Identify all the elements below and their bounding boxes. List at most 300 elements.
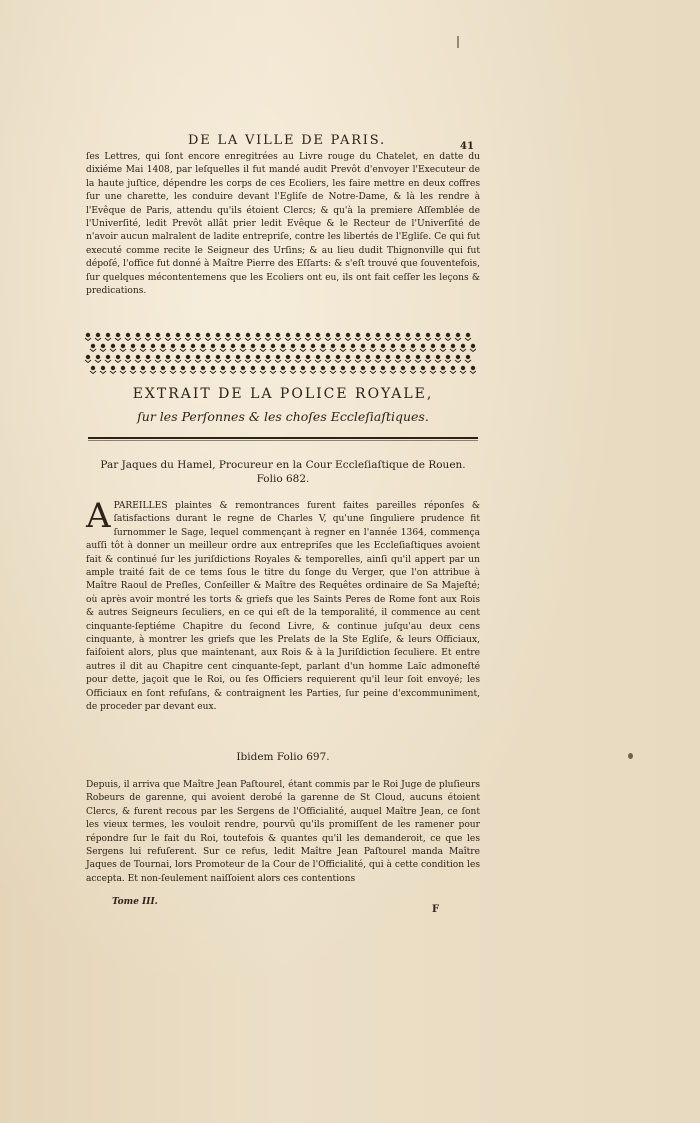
fleuron-dot [261, 366, 265, 370]
fleuron-dot [401, 366, 405, 370]
fleuron-leaf [110, 371, 116, 374]
fleuron-dot [191, 366, 195, 370]
fleuron-leaf [435, 360, 441, 363]
fleuron-leaf [470, 349, 476, 352]
fleuron-dot [216, 355, 220, 359]
fleuron-dot [461, 366, 465, 370]
fleuron-dot [271, 366, 275, 370]
fleuron-leaf [285, 338, 291, 341]
fleuron-leaf [390, 349, 396, 352]
fleuron-leaf [315, 360, 321, 363]
fleuron-leaf [340, 349, 346, 352]
fleuron-leaf [195, 338, 201, 341]
fleuron-dot [436, 333, 440, 337]
fleuron-dot [451, 366, 455, 370]
fleuron-dot [181, 344, 185, 348]
fleuron-dot [361, 366, 365, 370]
fleuron-leaf [145, 360, 151, 363]
fleuron-dot [281, 344, 285, 348]
fleuron-leaf [310, 371, 316, 374]
fleuron-dot [446, 333, 450, 337]
fleuron-dot [441, 344, 445, 348]
fleuron-leaf [425, 360, 431, 363]
fleuron-dot [341, 344, 345, 348]
fleuron-leaf [390, 371, 396, 374]
fleuron-dot [251, 344, 255, 348]
fleuron-leaf [320, 349, 326, 352]
fleuron-leaf [185, 360, 191, 363]
fleuron-leaf [240, 371, 246, 374]
fleuron-dot [141, 344, 145, 348]
fleuron-leaf [170, 371, 176, 374]
fleuron-dot [256, 333, 260, 337]
fleuron-dot [96, 355, 100, 359]
fleuron-dot [336, 355, 340, 359]
fleuron-leaf [420, 349, 426, 352]
fleuron-leaf [370, 371, 376, 374]
fleuron-leaf [125, 360, 131, 363]
fleuron-leaf [445, 338, 451, 341]
fleuron-leaf [305, 360, 311, 363]
fleuron-leaf [195, 360, 201, 363]
fleuron-leaf [365, 338, 371, 341]
fleuron-leaf [420, 371, 426, 374]
fleuron-leaf [255, 360, 261, 363]
fleuron-leaf [240, 349, 246, 352]
fleuron-dot [276, 333, 280, 337]
fleuron-leaf [245, 338, 251, 341]
fleuron-leaf [165, 338, 171, 341]
source-citation: Par Jaques du Hamel, Procureur en la Cour Eccleſiaſtique de Rouen. [100, 459, 466, 471]
fleuron-dot [376, 355, 380, 359]
fleuron-leaf [335, 338, 341, 341]
fleuron-dot [401, 344, 405, 348]
fleuron-leaf [190, 349, 196, 352]
fleuron-leaf [280, 371, 286, 374]
fleuron-leaf [250, 349, 256, 352]
fleuron-dot [326, 355, 330, 359]
fleuron-dot [406, 355, 410, 359]
page-number: 41 [460, 141, 474, 152]
fleuron-dot [151, 366, 155, 370]
fleuron-leaf [180, 371, 186, 374]
fleuron-dot [226, 355, 230, 359]
fleuron-leaf [105, 360, 111, 363]
fleuron-dot [411, 344, 415, 348]
fleuron-dot [186, 333, 190, 337]
fleuron-leaf [145, 338, 151, 341]
fleuron-dot [356, 355, 360, 359]
fleuron-leaf [220, 349, 226, 352]
fleuron-dot [456, 355, 460, 359]
fleuron-dot [341, 366, 345, 370]
fleuron-dot [286, 333, 290, 337]
fleuron-dot [446, 355, 450, 359]
section-title: EXTRAIT DE LA POLICE ROYALE, [132, 386, 434, 402]
fleuron-dot [296, 355, 300, 359]
fleuron-dot [196, 333, 200, 337]
fleuron-leaf [275, 338, 281, 341]
fleuron-dot [321, 344, 325, 348]
fleuron-leaf [85, 338, 91, 341]
fleuron-leaf [140, 371, 146, 374]
fleuron-leaf [415, 338, 421, 341]
fleuron-leaf [155, 338, 161, 341]
fleuron-dot [166, 355, 170, 359]
fleuron-leaf [85, 360, 91, 363]
fleuron-leaf [440, 371, 446, 374]
fleuron-leaf [335, 360, 341, 363]
fleuron-dot [136, 355, 140, 359]
fleuron-leaf [410, 349, 416, 352]
fleuron-dot [251, 366, 255, 370]
source-folio: Folio 682. [256, 473, 310, 485]
fleuron-dot [111, 366, 115, 370]
fleuron-leaf [410, 371, 416, 374]
fleuron-dot [231, 344, 235, 348]
fleuron-dot [466, 355, 470, 359]
fleuron-dot [126, 355, 130, 359]
fleuron-dot [216, 333, 220, 337]
fleuron-dot [416, 355, 420, 359]
fleuron-dot [316, 355, 320, 359]
fleuron-leaf [450, 371, 456, 374]
fleuron-leaf [345, 338, 351, 341]
fleuron-dot [261, 344, 265, 348]
fleuron-leaf [465, 360, 471, 363]
fleuron-dot [101, 344, 105, 348]
section-subtitle: ſur les Perſonnes & les choſes Eccleſiaſtiques. [137, 409, 429, 424]
fleuron-leaf [180, 349, 186, 352]
fleuron-dot [241, 344, 245, 348]
fleuron-leaf [465, 338, 471, 341]
paragraph-main-text: PAREILLES plaintes & remontrances furent faites pareilles réponſes & ſatisfactions durant le regne de Charles V, qu'une ſinguliere prudence fit ſurnommer le Sage, lequel commençant à regner en l'année 1364, commença auſſi tôt à donner un meilleur ordre aux entrepriſes que les Eccleſiaſtiques avoient fait & continué ſur les juriſdictions Royales & temporelles, ainſi qu'il appert par un ample traité fait de ce tems ſous le titre du ſonge du Verger, que l'on attribue à Maître Raoul de Preſles, Conſeiller & Maître des Requêtes ordinaire de Sa Majeſté; où après avoir montré les torts & griefs que les Saints Peres de Rome font aux Rois & autres Seigneurs ſeculiers, en ce qui eſt de la temporalité, il commence au cent cinquante-ſeptiéme Chapitre du ſecond Livre, & continue juſqu'au deux cens cinquante, à montrer les griefs que les Prelats de la Ste Egliſe, & leurs Officiaux, faiſoient alors, plus que maintenant, aux Rois & à la Juriſdiction ſeculiere. Et entre autres il dit au Chapitre cent cinquante-ſept, parlant d'un homme Laïc admoneſté pour dette, jaçoit que le Roi, ou ſes Officiers requierent qu'il leur ſoit envoyé; les Officiaux en ſont refuſans, & contraignent les Parties, ſur peine d'excommuniment, de proceder par devant eux. [86, 501, 480, 713]
fleuron-dot [386, 333, 390, 337]
fleuron-leaf [230, 371, 236, 374]
fleuron-leaf [100, 349, 106, 352]
fleuron-dot [161, 366, 165, 370]
fleuron-dot [436, 355, 440, 359]
fleuron-dot [221, 366, 225, 370]
fleuron-dot [351, 366, 355, 370]
fleuron-leaf [425, 338, 431, 341]
fleuron-dot [91, 344, 95, 348]
fleuron-dot [291, 344, 295, 348]
tome-label: Tome III. [112, 897, 158, 907]
fleuron-dot [131, 344, 135, 348]
fleuron-dot [311, 366, 315, 370]
fleuron-leaf [310, 349, 316, 352]
fleuron-dot [266, 333, 270, 337]
fleuron-dot [346, 333, 350, 337]
fleuron-leaf [280, 349, 286, 352]
fleuron-dot [86, 333, 90, 337]
fleuron-dot [276, 355, 280, 359]
fleuron-leaf [255, 338, 261, 341]
fleuron-dot [221, 344, 225, 348]
fleuron-dot [176, 333, 180, 337]
fleuron-leaf [285, 360, 291, 363]
fleuron-leaf [395, 360, 401, 363]
fleuron-leaf [400, 349, 406, 352]
fleuron-leaf [300, 349, 306, 352]
ibidem-citation: Ibidem Folio 697. [236, 751, 330, 763]
fleuron-leaf [165, 360, 171, 363]
fleuron-dot [426, 333, 430, 337]
fleuron-leaf [125, 338, 131, 341]
fleuron-dot [431, 366, 435, 370]
fleuron-dot [171, 344, 175, 348]
fleuron-dot [206, 333, 210, 337]
fleuron-leaf [460, 349, 466, 352]
page-mark [457, 36, 459, 48]
fleuron-dot [211, 344, 215, 348]
fleuron-leaf [380, 349, 386, 352]
fleuron-leaf [170, 349, 176, 352]
ink-spot [628, 753, 633, 759]
fleuron-leaf [200, 371, 206, 374]
fleuron-leaf [250, 371, 256, 374]
fleuron-leaf [460, 371, 466, 374]
fleuron-leaf [210, 371, 216, 374]
fleuron-dot [331, 344, 335, 348]
fleuron-dot [296, 333, 300, 337]
divider-rule-thin [88, 440, 478, 441]
fleuron-dot [151, 344, 155, 348]
fleuron-leaf [320, 371, 326, 374]
fleuron-leaf [270, 349, 276, 352]
fleuron-leaf [405, 360, 411, 363]
fleuron-dot [241, 366, 245, 370]
fleuron-dot [146, 355, 150, 359]
fleuron-leaf [375, 338, 381, 341]
paragraph-continuation: ſes Lettres, qui ſont encore enregitrées au Livre rouge du Chatelet, en datte du dixiéme Mai 1408, par leſquelles il fut mandé audit Prevôt d'envoyer l'Executeur de la haute juſtice, dépendre les corps de ces Ecoliers, les faire mettre en deux coffres ſur une charette, les conduire devant l'Egliſe de Notre-Dame, & là les rendre à l'Evêque de Paris, attendu qu'ils étoient Clercs; & qu'à la premiere Aſſemblée de l'Univerſité, ledit Prevôt allât prier ledit Evêque & le Recteur de l'Univerſité de n'avoir aucun malralent de ladite entrepriſe, contre les libertés de l'Egliſe. Ce qui fut executé comme recite le Seigneur des Urſins; & au lieu dudit Thignonville qui fut dépoſé, l'office fut donné à Maître Pierre des Eſſarts: & s'eſt trouvé que ſouventefois, ſur quelques mécontentemens que les Ecoliers ont eu, ils ont fait ceſſer les leçons & predications. [86, 152, 480, 297]
fleuron-leaf [445, 360, 451, 363]
fleuron-leaf [135, 360, 141, 363]
fleuron-leaf [330, 349, 336, 352]
fleuron-dot [156, 355, 160, 359]
paragraph-final: Depuis, il arriva que Maître Jean Paſtourel, étant commis par le Roi Juge de pluſieurs Robeurs de garenne, qui avoient derobé la garenne de St Cloud, aucuns étoient Clercs, & furent recous par les Sergens de l'Officialité, auquel Maître Jean, ce ſont les vieux termes, les vouloit rendre, pourvû qu'ils promiſſent de les ramener pour répondre ſur le fait du Roi, toutefois & quantes qu'il les demanderoit, ce que les Sergens lui refuſerent. Sur ce refus, ledit Maître Jean Paſtourel manda Maître Jaques de Tournai, lors Promoteur de la Cour de l'Officialité, qui à cette condition les accepta. Et non-ſeulement naiſſoient alors ces contentions [86, 780, 480, 884]
fleuron-leaf [385, 360, 391, 363]
fleuron-leaf [365, 360, 371, 363]
fleuron-leaf [110, 349, 116, 352]
running-head: DE LA VILLE DE PARIS. [188, 133, 386, 148]
fleuron-dot [306, 355, 310, 359]
fleuron-leaf [455, 360, 461, 363]
fleuron-leaf [340, 371, 346, 374]
signature-mark: F [432, 904, 440, 915]
fleuron-dot [346, 355, 350, 359]
fleuron-dot [386, 355, 390, 359]
fleuron-leaf [235, 338, 241, 341]
fleuron-dot [286, 355, 290, 359]
fleuron-dot [106, 355, 110, 359]
fleuron-dot [291, 366, 295, 370]
fleuron-dot [101, 366, 105, 370]
fleuron-leaf [200, 349, 206, 352]
fleuron-dot [406, 333, 410, 337]
fleuron-dot [451, 344, 455, 348]
fleuron-leaf [215, 338, 221, 341]
fleuron-leaf [405, 338, 411, 341]
fleuron-dot [366, 333, 370, 337]
fleuron-leaf [400, 371, 406, 374]
fleuron-leaf [345, 360, 351, 363]
fleuron-dot [236, 355, 240, 359]
fleuron-dot [431, 344, 435, 348]
fleuron-leaf [290, 349, 296, 352]
fleuron-leaf [205, 360, 211, 363]
fleuron-dot [416, 333, 420, 337]
fleuron-dot [236, 333, 240, 337]
fleuron-leaf [215, 360, 221, 363]
fleuron-leaf [265, 338, 271, 341]
fleuron-dot [391, 366, 395, 370]
fleuron-dot [181, 366, 185, 370]
fleuron-leaf [235, 360, 241, 363]
fleuron-leaf [440, 349, 446, 352]
fleuron-leaf [95, 360, 101, 363]
fleuron-leaf [225, 338, 231, 341]
fleuron-dot [396, 333, 400, 337]
fleuron-leaf [355, 360, 361, 363]
fleuron-leaf [175, 338, 181, 341]
fleuron-leaf [325, 360, 331, 363]
fleuron-leaf [300, 371, 306, 374]
fleuron-dot [186, 355, 190, 359]
fleuron-dot [211, 366, 215, 370]
fleuron-dot [376, 333, 380, 337]
fleuron-leaf [355, 338, 361, 341]
fleuron-leaf [260, 371, 266, 374]
fleuron-dot [471, 366, 475, 370]
fleuron-dot [206, 355, 210, 359]
fleuron-leaf [360, 349, 366, 352]
fleuron-leaf [380, 371, 386, 374]
fleuron-leaf [220, 371, 226, 374]
fleuron-dot [146, 333, 150, 337]
fleuron-leaf [175, 360, 181, 363]
fleuron-dot [126, 333, 130, 337]
fleuron-leaf [430, 371, 436, 374]
fleuron-dot [361, 344, 365, 348]
fleuron-leaf [225, 360, 231, 363]
fleuron-dot [246, 333, 250, 337]
fleuron-leaf [120, 349, 126, 352]
fleuron-leaf [245, 360, 251, 363]
fleuron-leaf [275, 360, 281, 363]
fleuron-dot [176, 355, 180, 359]
fleuron-leaf [140, 349, 146, 352]
fleuron-leaf [115, 338, 121, 341]
fleuron-leaf [295, 360, 301, 363]
fleuron-dot [306, 333, 310, 337]
fleuron-dot [461, 344, 465, 348]
fleuron-dot [381, 366, 385, 370]
fleuron-dot [366, 355, 370, 359]
fleuron-dot [121, 366, 125, 370]
fleuron-dot [196, 355, 200, 359]
fleuron-dot [301, 344, 305, 348]
fleuron-dot [271, 344, 275, 348]
fleuron-leaf [190, 371, 196, 374]
fleuron-dot [456, 333, 460, 337]
fleuron-leaf [230, 349, 236, 352]
fleuron-dot [441, 366, 445, 370]
fleuron-dot [141, 366, 145, 370]
drop-cap: A [86, 496, 111, 536]
fleuron-leaf [150, 349, 156, 352]
fleuron-leaf [90, 371, 96, 374]
fleuron-leaf [185, 338, 191, 341]
fleuron-ornament-band [84, 329, 476, 375]
fleuron-leaf [470, 371, 476, 374]
fleuron-leaf [150, 371, 156, 374]
fleuron-leaf [315, 338, 321, 341]
fleuron-leaf [95, 338, 101, 341]
fleuron-leaf [360, 371, 366, 374]
fleuron-leaf [160, 349, 166, 352]
fleuron-leaf [435, 338, 441, 341]
fleuron-dot [91, 366, 95, 370]
fleuron-dot [391, 344, 395, 348]
fleuron-dot [281, 366, 285, 370]
fleuron-leaf [265, 360, 271, 363]
fleuron-dot [191, 344, 195, 348]
fleuron-dot [266, 355, 270, 359]
fleuron-dot [201, 344, 205, 348]
fleuron-leaf [350, 349, 356, 352]
fleuron-leaf [90, 349, 96, 352]
fleuron-dot [161, 344, 165, 348]
fleuron-leaf [370, 349, 376, 352]
fleuron-dot [396, 355, 400, 359]
fleuron-dot [131, 366, 135, 370]
fleuron-dot [106, 333, 110, 337]
fleuron-dot [381, 344, 385, 348]
fleuron-leaf [130, 371, 136, 374]
divider-rule [88, 437, 478, 439]
fleuron-dot [226, 333, 230, 337]
fleuron-dot [121, 344, 125, 348]
fleuron-dot [421, 366, 425, 370]
fleuron-dot [411, 366, 415, 370]
fleuron-leaf [385, 338, 391, 341]
fleuron-leaf [350, 371, 356, 374]
fleuron-dot [201, 366, 205, 370]
ornament-svg [84, 329, 476, 375]
fleuron-leaf [290, 371, 296, 374]
fleuron-dot [466, 333, 470, 337]
fleuron-dot [156, 333, 160, 337]
fleuron-dot [371, 344, 375, 348]
fleuron-dot [136, 333, 140, 337]
fleuron-leaf [205, 338, 211, 341]
paragraph-main [86, 496, 480, 715]
fleuron-leaf [295, 338, 301, 341]
fleuron-dot [246, 355, 250, 359]
fleuron-dot [316, 333, 320, 337]
fleuron-leaf [210, 349, 216, 352]
fleuron-leaf [160, 371, 166, 374]
fleuron-leaf [115, 360, 121, 363]
fleuron-dot [471, 344, 475, 348]
fleuron-leaf [415, 360, 421, 363]
fleuron-leaf [375, 360, 381, 363]
fleuron-leaf [260, 349, 266, 352]
fleuron-leaf [155, 360, 161, 363]
fleuron-leaf [130, 349, 136, 352]
